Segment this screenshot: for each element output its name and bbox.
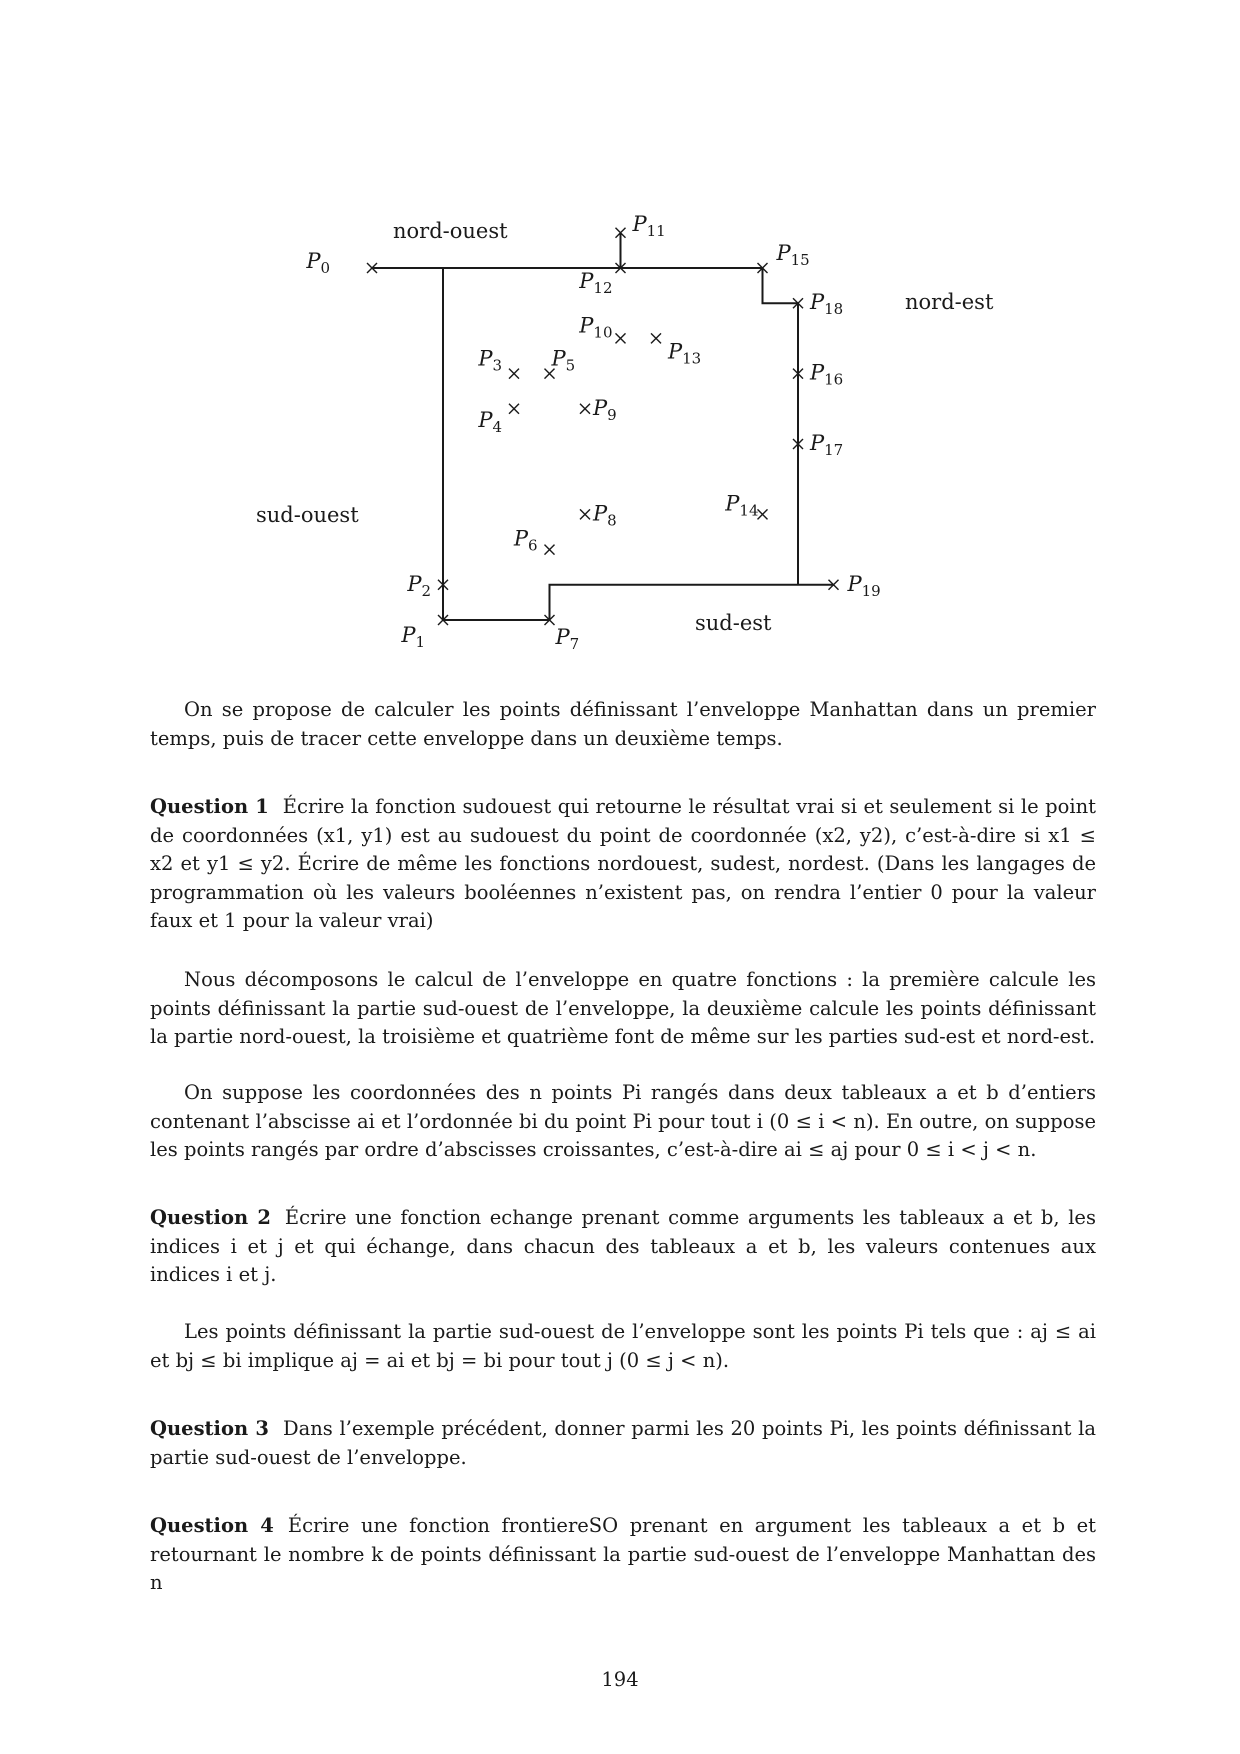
point-label-1: $P_1$: [401, 623, 425, 651]
question-1-text: Écrire la fonction sudouest qui retourne le résultat vrai si et seulement si le point de coordonnées (x1, y1) est au sudouest du point de coordonnée (x2, y2), c’est-à-dire si x1 ≤ x2 et y1 ≤ y2. Écrire de même les fonctions nordouest, sudest, nordest. (Dans les langages de programmation où les valeurs booléennes n’existent pas, on rendra l’entier 0 pour la valeur faux et 1 pour la valeur vrai): [150, 795, 1096, 932]
question-3-text: Dans l’exemple précédent, donner parmi les 20 points Pi, les points définissant la partie sud-ouest de l’enveloppe.: [150, 1417, 1096, 1469]
point-labels: [305, 212, 880, 653]
southwest-definition: Les points définissant la partie sud-ouest de l’enveloppe sont les points Pi tels que : aj ≤ ai et bj ≤ bi implique aj = ai et bj = bi pour tout j (0 ≤ j < n).: [150, 1320, 1096, 1372]
point-label-2: $P_2$: [407, 571, 431, 600]
label-nord-est: nord-est: [905, 290, 994, 314]
question-4-text: Écrire une fonction frontiereSO prenant en argument les tableaux a et b et retournant le nombre k de points définissant la partie sud-ouest de l’enveloppe Manhattan des n: [150, 1514, 1096, 1594]
manhattan-envelope-figure: [0, 0, 1240, 670]
point-label-14: $P_{14}$: [725, 491, 759, 520]
point-label-12: $P_{12}$: [579, 269, 613, 297]
point-label-0: $P_0$: [306, 249, 330, 277]
point-label-11: $P_{11}$: [632, 211, 666, 240]
point-label-8: $P_8$: [593, 501, 617, 530]
question-4-label: Question 4: [150, 1514, 274, 1537]
intro-paragraph: On se propose de calculer les points définissant l’enveloppe Manhattan dans un premier temps, puis de tracer cette enveloppe dans un deuxième temps.: [150, 698, 1096, 750]
point-label-7: $P_7$: [555, 625, 580, 653]
label-sud-ouest: sud-ouest: [256, 503, 359, 527]
point-marker-6: [545, 545, 555, 555]
point-label-3: $P_3$: [478, 346, 502, 375]
point-marker-3: [509, 369, 519, 379]
point-marker-4: [509, 404, 519, 414]
point-label-19: $P_{19}$: [847, 571, 881, 600]
point-marker-14: [758, 509, 768, 519]
point-marker-8: [580, 509, 590, 519]
point-label-4: $P_4$: [478, 407, 502, 436]
question-1-label: Question 1: [150, 795, 269, 818]
point-label-15: $P_{15}$: [776, 241, 810, 269]
point-label-16: $P_{16}$: [810, 360, 844, 389]
label-sud-est: sud-est: [695, 611, 772, 635]
point-label-13: $P_{13}$: [668, 339, 702, 368]
question-2-label: Question 2: [150, 1206, 271, 1229]
label-nord-ouest: nord-ouest: [393, 219, 508, 243]
point-label-18: $P_{18}$: [810, 290, 844, 319]
point-label-10: $P_{10}$: [579, 313, 613, 342]
point-label-5: $P_5$: [551, 346, 576, 375]
page-number: 194: [601, 1668, 639, 1691]
question-3-label: Question 3: [150, 1417, 269, 1440]
question-1: [150, 793, 1096, 936]
point-label-9: $P_9$: [593, 395, 617, 424]
point-label-6: $P_6$: [513, 526, 538, 555]
point-marker-13: [651, 333, 661, 343]
point-marker-9: [580, 404, 590, 414]
question-2-text: Écrire une fonction echange prenant comme arguments les tableaux a et b, les indices i et j et qui échange, dans chacun des tableaux a et b, les valeurs contenues aux indices i et j.: [150, 1206, 1096, 1286]
decomposition-paragraph: Nous décomposons le calcul de l’enveloppe en quatre fonctions : la première calcule les points définissant la partie sud-ouest de l’enveloppe, la deuxième calcule les points définissant la partie nord-ouest, la troisième et quatrième font de même sur les parties sud-est et nord-est.: [150, 968, 1096, 1048]
point-marker-10: [616, 333, 626, 343]
question-2: [150, 1204, 1096, 1290]
coordinates-paragraph: On suppose les coordonnées des n points Pi rangés dans deux tableaux a et b d’entiers contenant l’abscisse ai et l’ordonnée bi du point Pi pour tout i (0 ≤ i < n). En outre, on suppose les points rangés par ordre d’abscisses croissantes, c’est-à-dire ai ≤ aj pour 0 ≤ i < j < n.: [150, 1081, 1096, 1161]
question-4: [150, 1512, 1096, 1598]
point-label-17: $P_{17}$: [810, 431, 844, 459]
question-3: [150, 1415, 1096, 1472]
